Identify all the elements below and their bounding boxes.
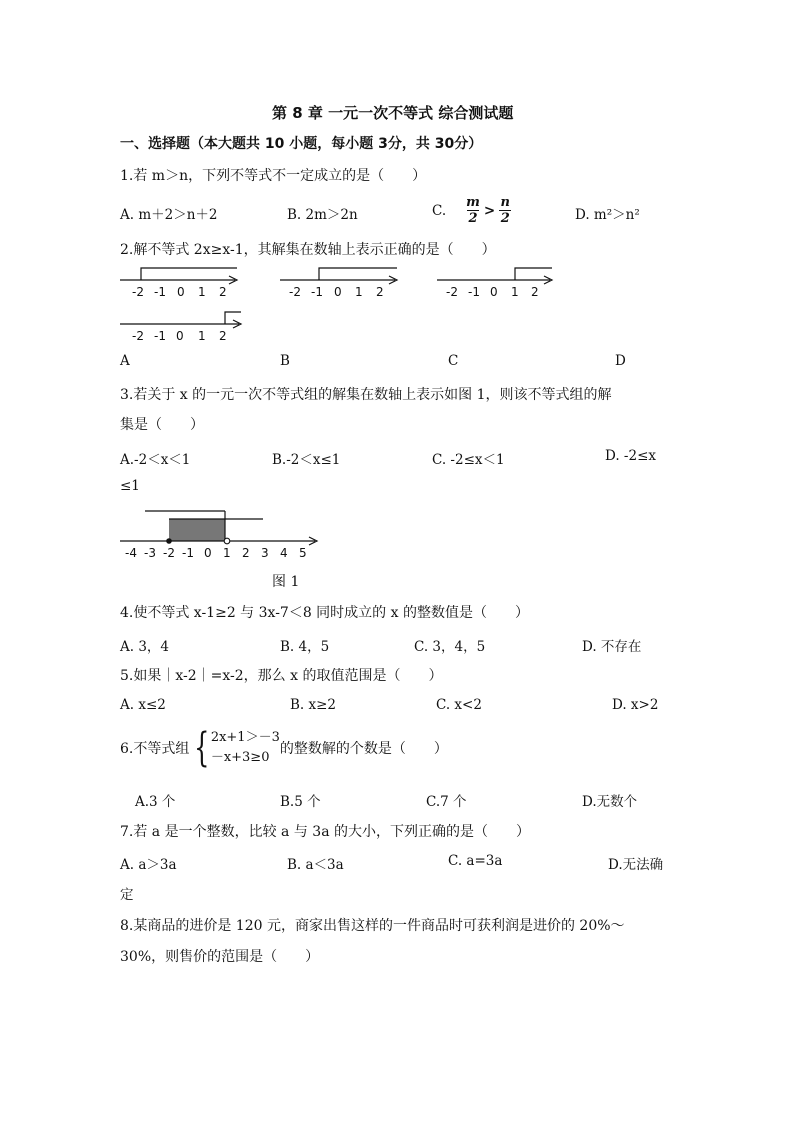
q6-inequality-1: 2x+1＞－3 bbox=[210, 730, 280, 745]
q3-option-d-line1: D. -2≤x bbox=[605, 448, 657, 464]
tick-label: 0 bbox=[177, 285, 185, 299]
q3-option-a: A.-2＜x＜1 bbox=[120, 452, 191, 468]
fraction-denominator: 2 bbox=[468, 211, 478, 226]
greater-than-sign: > bbox=[483, 202, 496, 219]
q7-option-d-line2: 定 bbox=[120, 887, 134, 903]
q1-option-c bbox=[432, 196, 511, 225]
q3-option-b: B.-2＜x≤1 bbox=[272, 452, 341, 468]
question-1-stem: 1.若 m＞n，下列不等式不一定成立的是（ ） bbox=[120, 168, 427, 184]
tick-label: 2 bbox=[242, 546, 250, 560]
question-7-stem: 7.若 a 是一个整数，比较 a 与 3a 的大小，下列正确的是（ ） bbox=[120, 824, 531, 840]
tick-label: -1 bbox=[311, 285, 323, 299]
q6-option-c: C.7 个 bbox=[426, 794, 467, 810]
shaded-solution-region bbox=[169, 519, 225, 541]
number-line-c bbox=[432, 262, 562, 304]
q4-option-b: B. 4，5 bbox=[280, 639, 330, 655]
tick-label: 1 bbox=[198, 285, 206, 299]
q5-option-b: B. x≥2 bbox=[290, 697, 337, 713]
question-4-stem: 4.使不等式 x-1≥2 与 3x-7＜8 同时成立的 x 的整数值是（ ） bbox=[120, 605, 529, 621]
tick-label: 1 bbox=[198, 329, 206, 343]
number-line-d bbox=[115, 306, 250, 348]
q6-prefix: 6.不等式组 bbox=[120, 741, 190, 757]
fraction-denominator: 2 bbox=[500, 211, 510, 226]
tick-label: -1 bbox=[154, 285, 166, 299]
tick-label: 1 bbox=[511, 285, 519, 299]
fraction-numerator: m bbox=[466, 195, 480, 210]
open-endpoint bbox=[224, 538, 230, 544]
q4-option-a: A. 3，4 bbox=[120, 639, 170, 655]
solution-bracket bbox=[141, 268, 237, 280]
q6-option-a: A.3 个 bbox=[135, 794, 176, 810]
question-8-line1: 8.某商品的进价是 120 元，商家出售这样的一件商品时可获利润是进价的 20%～ bbox=[120, 918, 625, 934]
tick-label: 0 bbox=[490, 285, 498, 299]
q1-option-b: B. 2m＞2n bbox=[287, 207, 358, 223]
q7-option-b: B. a＜3a bbox=[287, 857, 344, 873]
q5-option-d: D. x>2 bbox=[612, 697, 659, 713]
question-3-stem-line1: 3.若关于 x 的一元一次不等式组的解集在数轴上表示如图 1，则该不等式组的解 bbox=[120, 387, 612, 403]
fraction-n-over-2 bbox=[499, 196, 511, 225]
q2-label-d: D bbox=[615, 353, 626, 369]
q5-option-a: A. x≤2 bbox=[120, 697, 166, 713]
q2-label-a: A bbox=[120, 353, 130, 369]
question-6-stem bbox=[120, 725, 448, 771]
q6-inequality-2: －x+3≥0 bbox=[210, 750, 270, 765]
tick-label: -2 bbox=[132, 329, 144, 343]
section-heading: 一、选择题（本大题共 10 小题，每小题 3分，共 30分） bbox=[120, 136, 483, 152]
q6-suffix: 的整数解的个数是（ ） bbox=[279, 741, 448, 757]
tick-label: -2 bbox=[132, 285, 144, 299]
solution-bracket bbox=[319, 268, 397, 280]
tick-label: 4 bbox=[280, 546, 288, 560]
number-line-b bbox=[275, 262, 405, 304]
question-8-line2: 30%，则售价的范围是（ ） bbox=[120, 949, 320, 965]
q7-option-c: C. a=3a bbox=[448, 853, 503, 869]
q3-option-d-line2: ≤1 bbox=[120, 478, 140, 494]
tick-label: 5 bbox=[299, 546, 307, 560]
question-2-stem: 2.解不等式 2x≥x-1，其解集在数轴上表示正确的是（ ） bbox=[120, 242, 496, 258]
tick-label: 2 bbox=[219, 285, 227, 299]
q7-option-a: A. a＞3a bbox=[120, 857, 177, 873]
inequality-system bbox=[189, 725, 280, 771]
tick-label: 0 bbox=[204, 546, 212, 560]
fraction-numerator: n bbox=[500, 195, 510, 210]
tick-label: 0 bbox=[176, 329, 184, 343]
tick-label: 2 bbox=[531, 285, 539, 299]
tick-label: -2 bbox=[289, 285, 301, 299]
figure-1-number-line bbox=[115, 505, 330, 560]
q4-option-d: D. 不存在 bbox=[582, 639, 642, 655]
q1-option-c-prefix: C. bbox=[432, 202, 447, 219]
q7-option-d-line1: D.无法确 bbox=[608, 857, 664, 873]
tick-label: 2 bbox=[219, 329, 227, 343]
tick-label: -1 bbox=[468, 285, 480, 299]
left-brace: { bbox=[194, 725, 210, 771]
tick-label: 3 bbox=[261, 546, 269, 560]
question-3-stem-line2: 集是（ ） bbox=[120, 417, 204, 433]
tick-label: 0 bbox=[334, 285, 342, 299]
q3-option-c: C. -2≤x＜1 bbox=[432, 452, 505, 468]
closed-endpoint bbox=[166, 538, 172, 544]
tick-label: -2 bbox=[163, 546, 175, 560]
question-5-stem: 5.如果｜x-2｜=x-2，那么 x 的取值范围是（ ） bbox=[120, 668, 443, 684]
figure-1-caption: 图 1 bbox=[272, 574, 300, 590]
tick-label: -2 bbox=[446, 285, 458, 299]
page-title: 第 8 章 一元一次不等式 综合测试题 bbox=[272, 104, 514, 122]
tick-label: -1 bbox=[182, 546, 194, 560]
q2-label-c: C bbox=[448, 353, 459, 369]
tick-label: -1 bbox=[154, 329, 166, 343]
q5-option-c: C. x<2 bbox=[436, 697, 482, 713]
q1-option-d: D. m²＞n² bbox=[575, 207, 640, 223]
solution-bracket bbox=[515, 268, 552, 280]
number-line-a bbox=[115, 262, 245, 304]
q4-option-c: C. 3，4，5 bbox=[414, 639, 486, 655]
q6-option-b: B.5 个 bbox=[280, 794, 321, 810]
tick-label: 1 bbox=[223, 546, 231, 560]
fraction-m-over-2 bbox=[466, 196, 480, 225]
q1-option-a: A. m＋2＞n＋2 bbox=[120, 207, 218, 223]
tick-label: -3 bbox=[144, 546, 156, 560]
q2-label-b: B bbox=[280, 353, 290, 369]
tick-label: -4 bbox=[125, 546, 137, 560]
tick-label: 1 bbox=[355, 285, 363, 299]
q6-option-d: D.无数个 bbox=[582, 794, 638, 810]
tick-label: 2 bbox=[376, 285, 384, 299]
